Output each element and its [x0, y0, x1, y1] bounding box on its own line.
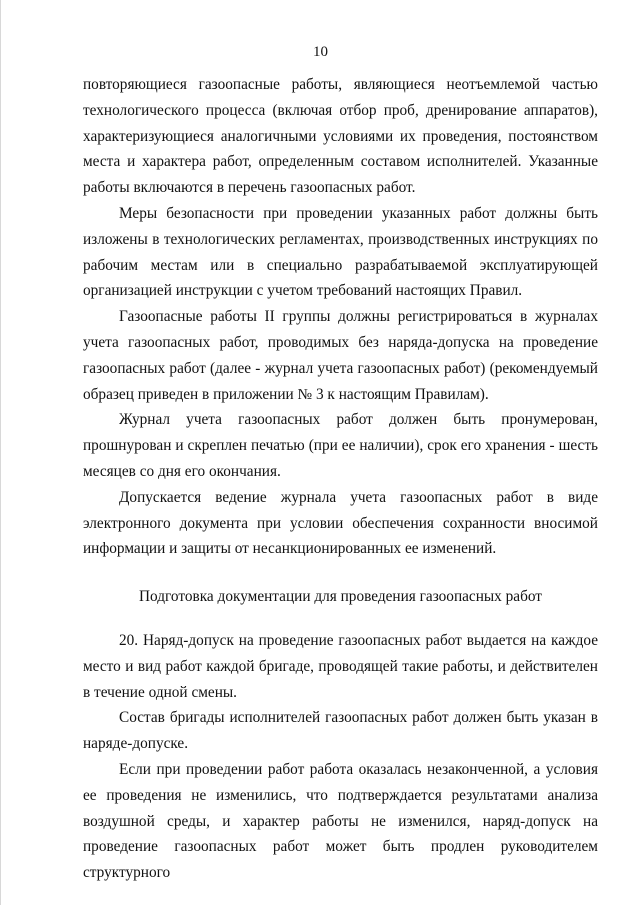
page-number: 10 [313, 44, 328, 60]
paragraph: Если при проведении работ работа оказалась незаконченной, а условия ее проведения не изменились, что подтверждается результатами анализа воздушной среды, и характер работы не изменился, наряд-допуск на проведение газоопасных работ может быть продлен руководителем структурного [83, 760, 598, 882]
paragraph: 20. Наряд-допуск на проведение газоопасных работ выдается на каждое место и вид работ каждой бригаде, проводящей такие работы, и действителен в течение одной смены. [83, 631, 598, 701]
paragraph: Газоопасные работы II группы должны регистрироваться в журналах учета газоопасных работ, проводимых без наряда-допуска на проведение газоопасных работ (далее - журнал учета газоопасных работ) (рекомендуемый образец приведен в приложении № 3 к настоящим Правилам). [83, 308, 598, 403]
section-heading: Подготовка документации для проведения газоопасных работ [139, 588, 542, 606]
paragraph: повторяющиеся газоопасные работы, являющиеся неотъемлемой частью технологического процесса (включая отбор проб, дренирование аппаратов), характеризующиеся аналогичными условиями их проведения, постоянством места и характера работ, определенным составом исполнителей. Указанные работы включаются в перечень газоопасных работ. [83, 76, 598, 197]
paragraph: Допускается ведение журнала учета газоопасных работ в виде электронного документа при условии обеспечения сохранности вносимой информации и защиты от несанкционированных ее изменений. [83, 488, 598, 558]
paragraph: Меры безопасности при проведении указанных работ должны быть изложены в технологических регламентах, производственных инструкциях по рабочим местам или в специально разрабатываемой эксплуатирующей организацией инструкции с учетом требований настоящих Правил. [83, 204, 598, 300]
paragraph: Журнал учета газоопасных работ должен быть пронумерован, прошнурован и скреплен печатью (при ее наличии), срок его хранения - шесть месяцев со дня его окончания. [83, 411, 598, 480]
paragraph: Состав бригады исполнителей газоопасных работ должен быть указан в наряде-допуске. [83, 709, 598, 753]
document-body [83, 72, 598, 886]
